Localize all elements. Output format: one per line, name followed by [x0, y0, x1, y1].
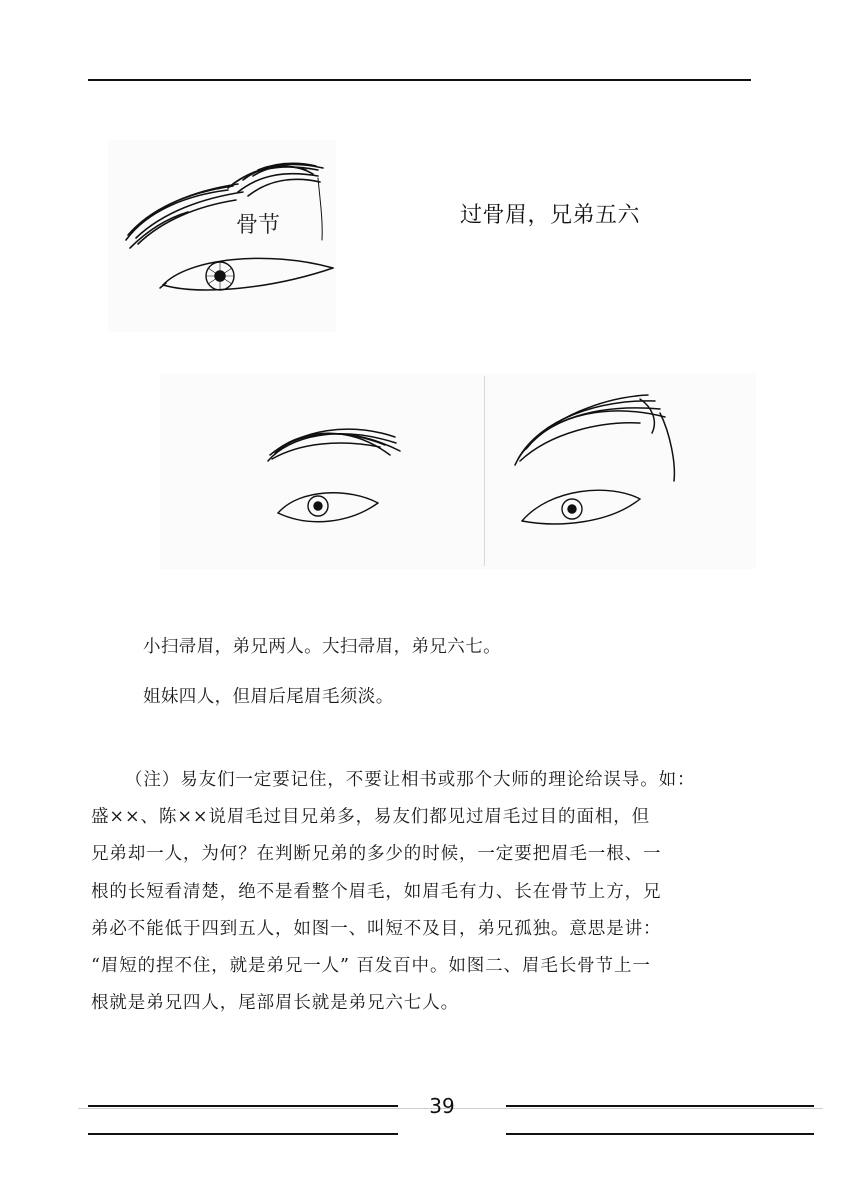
forehead-line: [318, 178, 322, 240]
figure-caption: 过骨眉，兄弟五六: [460, 203, 641, 228]
footer-rule: [506, 1133, 814, 1135]
note-line: 弟必不能低于四到五人，如图一、叫短不及目，弟兄孤独。意思是讲：: [91, 918, 662, 939]
footer-rule: [506, 1105, 814, 1107]
note-line: 根就是弟兄四人，尾部眉长就是弟兄六七人。: [91, 993, 459, 1014]
right-eye: [522, 490, 640, 524]
paragraph-1: 小扫帚眉，弟兄两人。大扫帚眉，弟兄六七。: [143, 637, 501, 657]
footer-rule: [88, 1133, 398, 1135]
eyebrow-over-bone-drawing: [108, 140, 336, 332]
note-line: （注）易友们一定要记住，不要让相书或那个大师的理论给误导。如：: [125, 770, 696, 790]
note-line: 根的长短看清楚，绝不是看整个眉毛，如眉毛有力、长在骨节上方，兄: [91, 881, 662, 902]
figure-divider: [484, 376, 485, 566]
note-block: [91, 762, 756, 1022]
left-eyebrow: [268, 429, 400, 461]
two-eyes-drawing: [160, 373, 756, 569]
note-line: “眉短的捏不住，就是弟兄一人” 百发百中。如图二、眉毛长骨节上一: [91, 956, 651, 977]
handwritten-label: 骨节: [236, 213, 281, 238]
note-line: 盛××、陈××说眉毛过目兄弟多，易友们都见过眉毛过目的面相，但: [91, 807, 651, 828]
page-number: 39: [429, 1094, 455, 1118]
footer-rule: [88, 1105, 398, 1107]
eye: [160, 258, 333, 290]
left-eye: [278, 493, 378, 522]
eyebrow-strokes: [126, 163, 323, 248]
note-line: 兄弟却一人，为何？在判断兄弟的多少的时候，一定要把眉毛一根、一: [91, 844, 662, 865]
paragraph-2: 姐妹四人，但眉后尾眉毛须淡。: [143, 687, 394, 707]
header-rule: [88, 79, 751, 81]
right-eyebrow: [515, 395, 674, 481]
